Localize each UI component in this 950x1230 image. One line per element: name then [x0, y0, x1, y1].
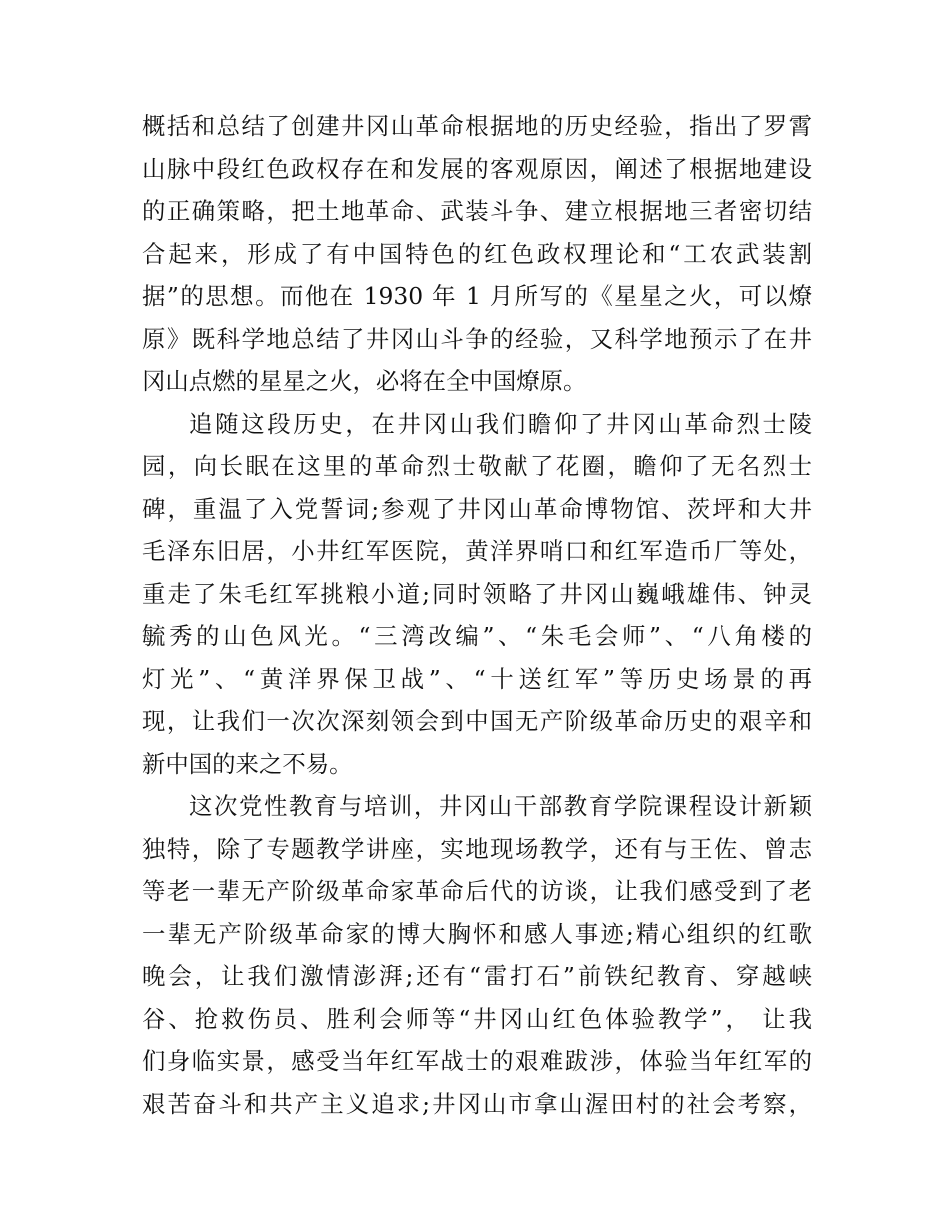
text-line: 晚会，让我们激情澎湃;还有“雷打石”前铁纪教育、穿越峡: [142, 962, 812, 990]
text-line: 独特，除了专题教学讲座，实地现场教学，还有与王佐、曾志: [142, 834, 812, 863]
text-line: 们身临实景，感受当年红军战士的艰难跋涉，体验当年红军的: [142, 1047, 812, 1075]
text-line: 一辈无产阶级革命家的博大胸怀和感人事迹;精心组织的红歌: [142, 919, 812, 948]
text-line: 谷、抢救伤员、胜利会师等“井冈山红色体验教学”， 让我: [142, 1004, 812, 1033]
text-line: 园，向长眠在这里的革命烈士敬献了花圈，瞻仰了无名烈士: [142, 452, 812, 480]
paragraph: [142, 403, 812, 786]
text-line: 灯光”、“黄洋界保卫战”、“十送红军”等历史场景的再: [142, 664, 812, 693]
text-line: 冈山点燃的星星之火，必将在全中国燎原。: [142, 367, 587, 395]
document-body: [142, 105, 812, 1125]
text-line: 原》既科学地总结了井冈山斗争的经验，又科学地预示了在井: [142, 324, 812, 353]
text-line: 山脉中段红色政权存在和发展的客观原因，阐述了根据地建设: [142, 154, 812, 183]
text-line: 追随这段历史，在井冈山我们瞻仰了井冈山革命烈士陵: [189, 409, 812, 438]
text-line: 合起来，形成了有中国特色的红色政权理论和“工农武装割: [142, 239, 812, 268]
text-line: 艰苦奋斗和共产主义追求;井冈山市拿山渥田村的社会考察，: [142, 1089, 812, 1118]
paragraph: [142, 105, 812, 403]
text-line: 这次党性教育与培训，井冈山干部教育学院课程设计新颖: [189, 792, 812, 820]
text-line: 重走了朱毛红军挑粮小道;同时领略了井冈山巍峨雄伟、钟灵: [142, 579, 812, 608]
text-line: 等老一辈无产阶级革命家革命后代的访谈，让我们感受到了老: [142, 877, 812, 905]
text-line: 现，让我们一次次深刻领会到中国无产阶级革命历史的艰辛和: [142, 707, 812, 735]
text-line: 的正确策略，把土地革命、武装斗争、建立根据地三者密切结: [142, 197, 812, 225]
paragraph: [142, 785, 812, 1125]
text-line: 毓秀的山色风光。“三湾改编”、“朱毛会师”、“八角楼的: [142, 622, 812, 650]
text-line: 碑，重温了入党誓词;参观了井冈山革命博物馆、茨坪和大井: [142, 494, 812, 523]
text-line: 据”的思想。而他在 1930 年 1 月所写的《星星之火，可以燎: [142, 282, 812, 310]
text-line: 毛泽东旧居，小井红军医院，黄洋界哨口和红军造币厂等处，: [142, 537, 812, 565]
text-line: 新中国的来之不易。: [142, 749, 353, 778]
text-line: 概括和总结了创建井冈山革命根据地的历史经验，指出了罗霄: [142, 112, 812, 140]
